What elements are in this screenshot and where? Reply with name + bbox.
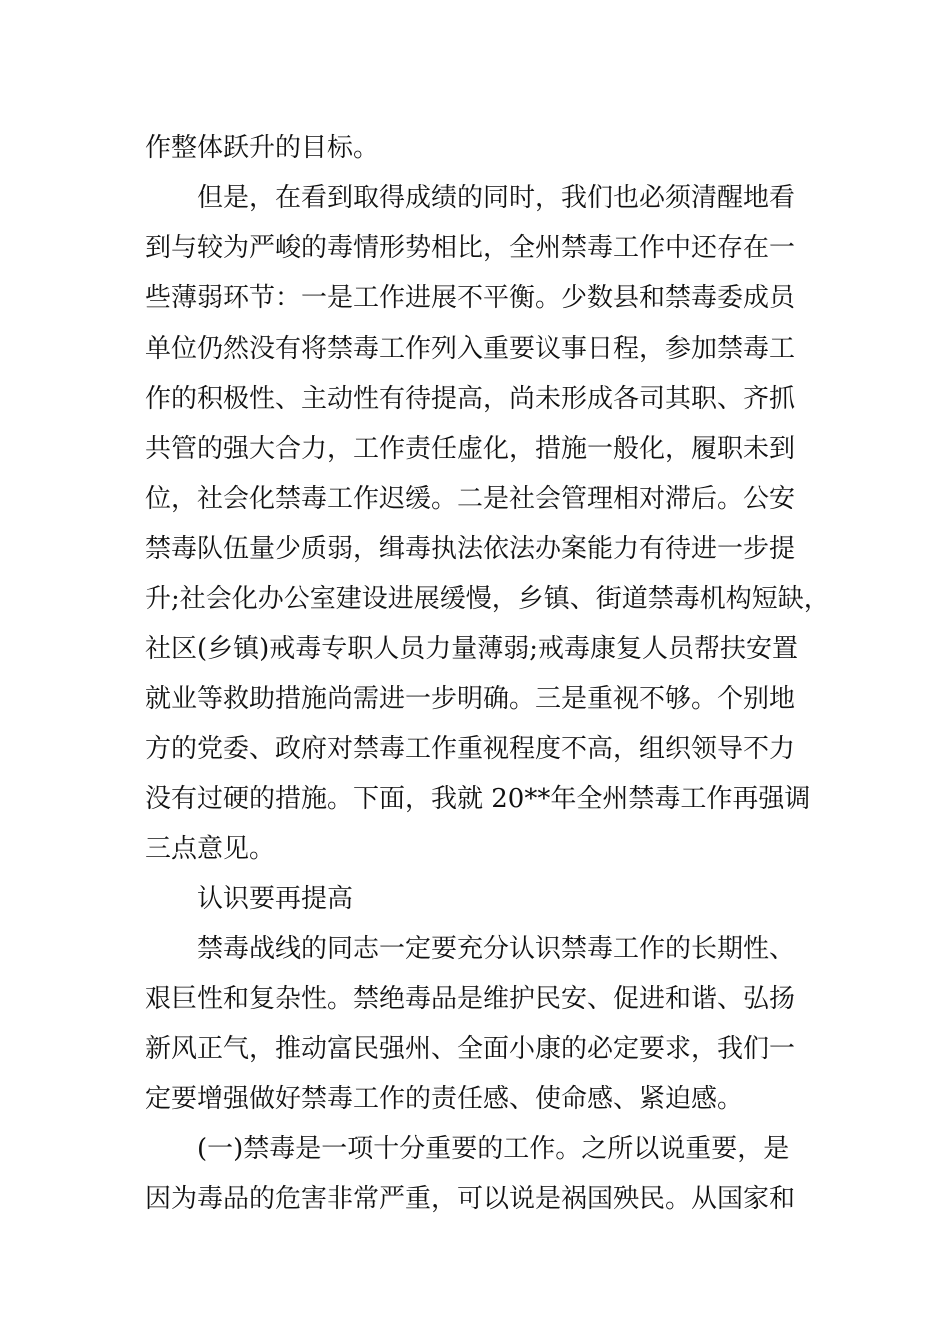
text-line: 禁毒队伍量少质弱，缉毒执法依法办案能力有待进一步提 [145, 534, 796, 564]
text-line: 新风正气，推动富民强州、全面小康的必定要求，我们一 [145, 1034, 796, 1064]
text-line: 单位仍然没有将禁毒工作列入重要议事日程，参加禁毒工 [145, 334, 796, 364]
text-line: 就业等救助措施尚需进一步明确。三是重视不够。个别地 [145, 684, 796, 714]
text-line: 共管的强大合力，工作责任虚化，措施一般化，履职未到 [145, 434, 796, 464]
text-line: 作的积极性、主动性有待提高，尚未形成各司其职、齐抓 [145, 384, 796, 414]
text-line: 艰巨性和复杂性。禁绝毒品是维护民安、促进和谐、弘扬 [145, 984, 796, 1014]
text-line: 定要增强做好禁毒工作的责任感、使命感、紧迫感。 [145, 1084, 744, 1114]
text-line: 三点意见。 [145, 834, 276, 864]
text-line: (一)禁毒是一项十分重要的工作。之所以说重要，是 [197, 1134, 790, 1164]
text-line: 些薄弱环节：一是工作进展不平衡。少数县和禁毒委成员 [145, 283, 796, 313]
text-line: 升;社会化办公室建设进展缓慢，乡镇、街道禁毒机构短缺， [145, 584, 830, 614]
text-line: 因为毒品的危害非常严重，可以说是祸国殃民。从国家和 [145, 1184, 796, 1214]
text-line: 社区(乡镇)戒毒专职人员力量薄弱;戒毒康复人员帮扶安置 [145, 634, 799, 664]
text-line: 但是，在看到取得成绩的同时，我们也必须清醒地看 [197, 183, 796, 213]
section-heading: 认识要再提高 [197, 884, 354, 914]
text-line: 方的党委、政府对禁毒工作重视程度不高，组织领导不力 [145, 734, 796, 764]
text-line: 禁毒战线的同志一定要充分认识禁毒工作的长期性、 [197, 934, 796, 964]
text-line: 没有过硬的措施。下面，我就 20**年全州禁毒工作再强调 [145, 784, 811, 814]
text-line: 作整体跃升的目标。 [145, 133, 380, 163]
text-line: 到与较为严峻的毒情形势相比，全州禁毒工作中还存在一 [145, 233, 796, 263]
text-line: 位，社会化禁毒工作迟缓。二是社会管理相对滞后。公安 [145, 484, 796, 514]
